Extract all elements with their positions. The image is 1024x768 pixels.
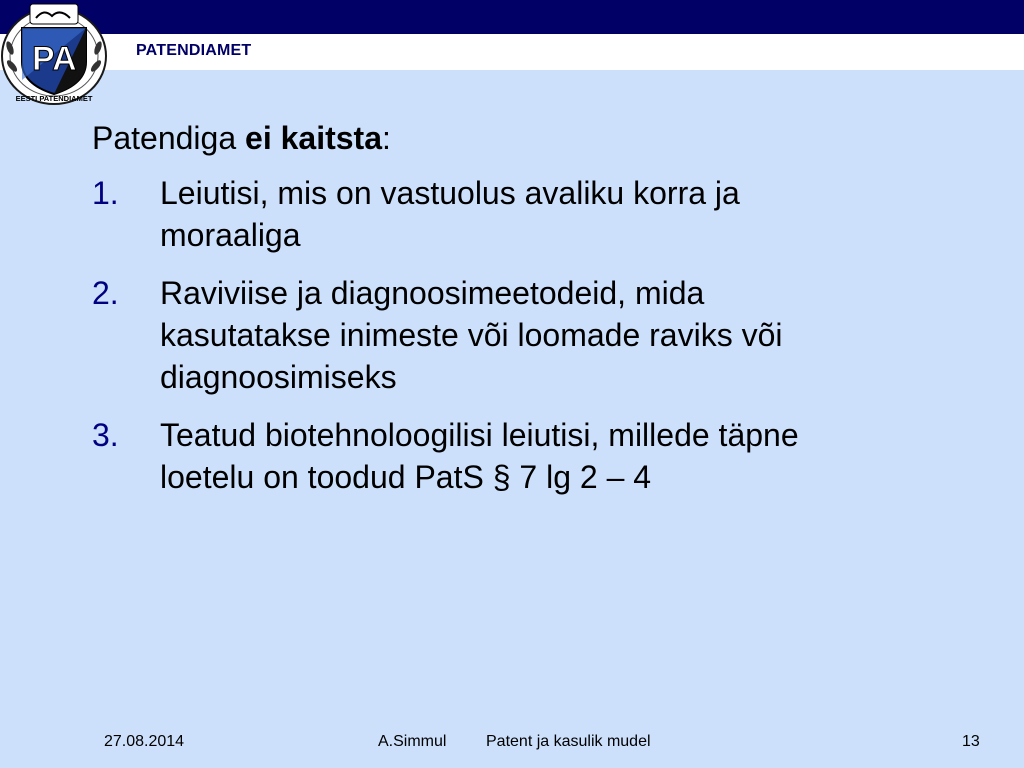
slide-content bbox=[92, 118, 992, 514]
heading-suffix: : bbox=[381, 120, 391, 156]
list-item bbox=[92, 414, 992, 498]
header-top-band bbox=[0, 0, 1024, 34]
list-item bbox=[92, 272, 992, 398]
list-item bbox=[92, 172, 992, 256]
list-item-number: 3. bbox=[92, 417, 119, 453]
list-item-line: Raviviise ja diagnoosimeetodeid, mida bbox=[160, 275, 705, 311]
list-item-line: loetelu on toodud PatS § 7 lg 2 – 4 bbox=[160, 459, 652, 495]
logo-ring-text: EESTI PATENDIAMET bbox=[15, 94, 93, 103]
footer-topic: Patent ja kasulik mudel bbox=[486, 733, 651, 750]
footer-date: 27.08.2014 bbox=[104, 733, 185, 750]
patendiamet-emblem-icon bbox=[0, 0, 112, 106]
footer-author: A.Simmul bbox=[378, 733, 447, 750]
list-item-line: Leiutisi, mis on vastuolus avaliku korra ja bbox=[160, 175, 740, 211]
list-item-line: Teatud biotehnoloogilisi leiutisi, millede täpne bbox=[160, 417, 799, 453]
heading-prefix: Patendiga bbox=[92, 120, 246, 156]
footer-page-number: 13 bbox=[962, 733, 980, 750]
heading-emphasis: ei kaitsta bbox=[245, 120, 382, 156]
list-item-line: diagnoosimiseks bbox=[160, 359, 397, 395]
list-item-number: 2. bbox=[92, 275, 119, 311]
list-item-number: 1. bbox=[92, 175, 119, 211]
slide-heading bbox=[92, 118, 992, 158]
list-item-line: moraaliga bbox=[160, 217, 301, 253]
organization-name: PATENDIAMET bbox=[136, 42, 252, 59]
list-item-line: kasutatakse inimeste või loomade raviks või bbox=[160, 317, 783, 353]
logo-monogram: PA bbox=[32, 40, 77, 78]
